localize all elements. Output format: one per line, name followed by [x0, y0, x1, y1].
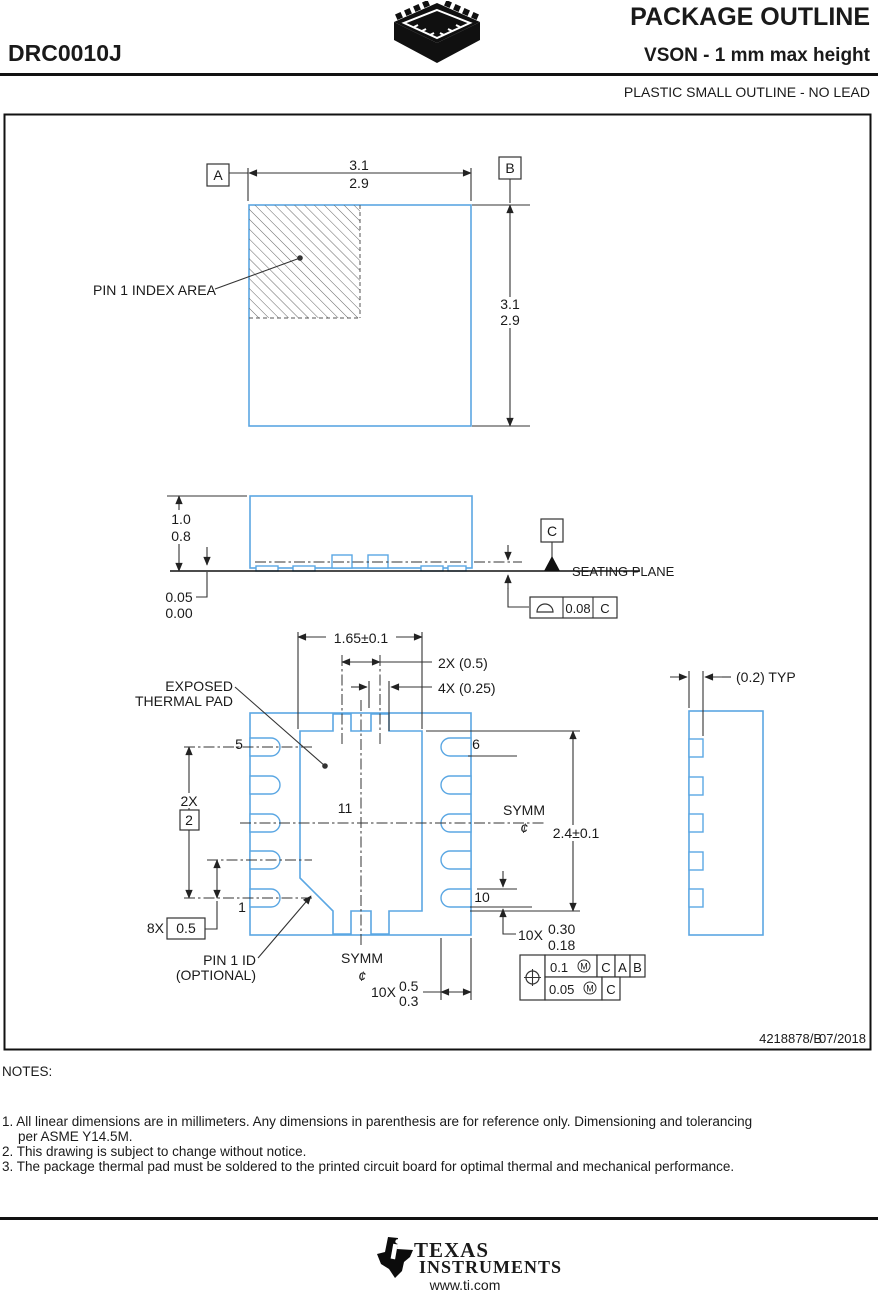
lead-thickness-dim: (0.2) TYP — [736, 669, 796, 685]
lead-pad — [441, 851, 471, 869]
lead-length-count: 10X — [371, 984, 396, 1000]
flatness-datum: C — [600, 601, 610, 616]
right-side-view — [670, 669, 796, 935]
centerline-symbol: ¢ — [358, 968, 366, 984]
position-value: 0.1 — [550, 960, 569, 975]
width-max: 3.1 — [349, 157, 369, 173]
thickness-max: 1.0 — [171, 511, 191, 527]
side-view — [164, 496, 675, 621]
note-1: 1. All linear dimensions are in millimeters. Any dimensions in parenthesis are for reference only. Dimensioning and tolerancing — [2, 1114, 753, 1129]
seating-plane-label: SEATING PLANE — [572, 564, 675, 579]
exposed-pad-label-2: THERMAL PAD — [134, 693, 233, 709]
mmc-modifier: M — [586, 983, 594, 994]
pin1-index-label: PIN 1 INDEX AREA — [93, 282, 216, 298]
lead-notch — [689, 739, 703, 757]
pin1-id-label-2: (OPTIONAL) — [175, 967, 256, 983]
website-link[interactable]: www.ti.com — [429, 1277, 501, 1293]
lead-width-min: 0.18 — [548, 937, 576, 953]
tab-width-dim: 4X (0.25) — [438, 680, 496, 696]
lead-notch — [689, 852, 703, 870]
datum-c: C — [546, 523, 558, 539]
height-max: 3.1 — [500, 296, 520, 312]
pitch-value: 0.5 — [176, 920, 196, 936]
standoff-max: 0.05 — [165, 589, 193, 605]
drawing-date: 07/2018 — [819, 1031, 866, 1046]
position-datum-1: C — [601, 960, 611, 975]
position2-datum: C — [606, 982, 616, 997]
ti-logo-icon — [376, 1236, 414, 1278]
bottom-view — [135, 630, 645, 1009]
lead-length-min: 0.3 — [399, 993, 419, 1009]
drawing-frame — [5, 115, 871, 1050]
tab-pitch-dim: 2X (0.5) — [438, 655, 488, 671]
lead-notch — [689, 814, 703, 832]
pitch-count: 8X — [146, 920, 164, 936]
lead-notch — [689, 777, 703, 795]
page-title: PACKAGE OUTLINE — [630, 3, 870, 31]
drawing-number: 4218878/B — [759, 1031, 822, 1046]
width-min: 2.9 — [349, 175, 369, 191]
pad-length-dim: 2.4±0.1 — [552, 825, 600, 841]
package-body-side — [250, 496, 472, 568]
leader-dot — [322, 763, 328, 769]
package-standard-label: PLASTIC SMALL OUTLINE - NO LEAD — [623, 84, 870, 100]
lead-notch — [689, 889, 703, 907]
note-2: 2. This drawing is subject to change without notice. — [2, 1144, 307, 1159]
datum-a: A — [213, 167, 223, 183]
notes-heading: NOTES: — [2, 1064, 53, 1079]
height-min: 2.9 — [500, 312, 520, 328]
position2-value: 0.05 — [549, 982, 575, 997]
pin-6-label: 6 — [472, 736, 480, 752]
lead-pad — [250, 776, 280, 794]
lead-width-count: 10X — [518, 927, 543, 943]
lead-pad — [441, 889, 471, 907]
pin-11-label: 11 — [337, 800, 353, 816]
symm-label-right: SYMM — [503, 802, 545, 818]
pin1-id-label-1: PIN 1 ID — [203, 952, 256, 968]
lead-pad — [441, 738, 471, 756]
lead-width-max: 0.30 — [548, 921, 576, 937]
footer-rule — [0, 1217, 878, 1220]
page-subtitle: VSON - 1 mm max height — [644, 45, 870, 66]
pin-5-label: 5 — [235, 736, 243, 752]
pad-width-dim: 1.65±0.1 — [333, 630, 389, 646]
pin-span-value: 2 — [185, 812, 193, 828]
lead-length-max: 0.5 — [399, 978, 419, 994]
pin1-index-hatch — [249, 205, 360, 318]
flatness-value: 0.08 — [565, 601, 591, 616]
position-datum-3: B — [633, 960, 642, 975]
datum-c-triangle — [544, 556, 560, 571]
leader-dot — [297, 255, 303, 261]
centerline-symbol: ¢ — [520, 820, 528, 836]
position-datum-2: A — [618, 960, 627, 975]
lead-pad — [441, 776, 471, 794]
brand-name-instruments: INSTRUMENTS — [419, 1257, 563, 1277]
mmc-modifier: M — [580, 961, 588, 972]
notes-section — [2, 1064, 752, 1174]
note-3: 3. The package thermal pad must be soldered to the printed circuit board for optimal thermal and mechanical performance. — [2, 1159, 735, 1174]
symm-label-bottom: SYMM — [341, 950, 383, 966]
pin-10-label: 10 — [474, 889, 490, 905]
position-control-frame — [520, 955, 645, 1000]
thickness-min: 0.8 — [171, 528, 191, 544]
note-1-cont: per ASME Y14.5M. — [18, 1129, 133, 1144]
pin-span-count: 2X — [180, 793, 198, 809]
standoff-min: 0.00 — [165, 605, 193, 621]
exposed-pad-label-1: EXPOSED — [165, 678, 233, 694]
brand-name-texas: TEXAS — [414, 1238, 490, 1262]
pin-1-label: 1 — [238, 899, 246, 915]
top-view — [93, 157, 530, 426]
part-number: DRC0010J — [8, 40, 122, 66]
datum-b: B — [505, 160, 515, 176]
